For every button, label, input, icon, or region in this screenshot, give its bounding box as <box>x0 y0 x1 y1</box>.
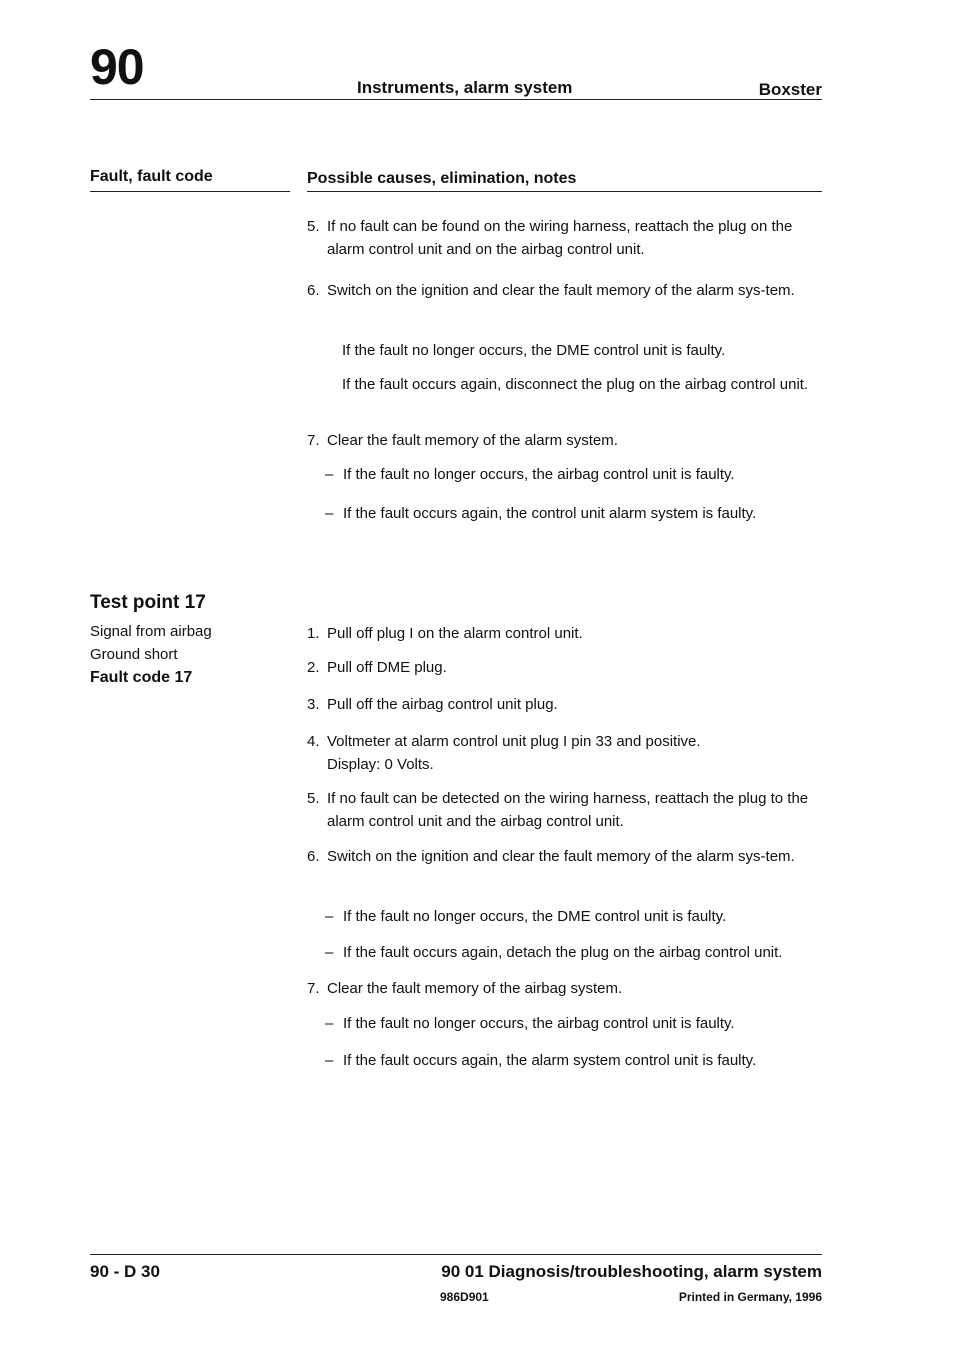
document-code: 986D901 <box>440 1290 489 1304</box>
test-point-title: Test point 17 <box>90 592 206 613</box>
dash-marker: – <box>325 466 334 483</box>
footer-rule <box>90 1254 822 1255</box>
step-number: 4. <box>307 733 320 750</box>
dash-text: If the fault no longer occurs, the airbag control unit is faulty. <box>343 1015 735 1032</box>
step-5 <box>307 787 827 833</box>
test-point-fault-code: Fault code 17 <box>90 669 193 686</box>
note-fault-again: If the fault occurs again, disconnect the plug on the airbag control unit. <box>342 376 809 393</box>
step-text: Pull off the airbag control unit plug. <box>327 696 558 713</box>
step-text: Pull off DME plug. <box>327 659 447 676</box>
dash-item <box>325 1012 825 1035</box>
step-number: 2. <box>307 659 320 676</box>
step-number: 1. <box>307 625 320 642</box>
column-rule-left <box>90 191 290 192</box>
step-6 <box>307 279 827 302</box>
group-number: 90 <box>90 39 144 95</box>
step-1 <box>307 622 827 645</box>
printed-note: Printed in Germany, 1996 <box>678 1290 822 1304</box>
step-number: 7. <box>307 980 320 997</box>
step-number: 6. <box>307 282 320 299</box>
test-point-signal: Signal from airbag <box>90 623 212 640</box>
dash-text: If the fault occurs again, the control unit alarm system is faulty. <box>343 505 757 522</box>
dash-marker: – <box>325 1015 334 1032</box>
header-model: Boxster <box>758 80 822 99</box>
step-7 <box>307 429 827 452</box>
step-text: If no fault can be found on the wiring harness, reattach the plug on the alarm control unit and on the airbag control unit. <box>327 218 793 258</box>
dash-item <box>325 463 825 486</box>
step-3 <box>307 693 827 716</box>
step-4 <box>307 730 827 776</box>
step-text: Clear the fault memory of the airbag system. <box>327 980 623 997</box>
step-text: Pull off plug I on the alarm control unit. <box>327 625 583 642</box>
step-6 <box>307 845 827 868</box>
dash-marker: – <box>325 944 334 961</box>
step-5 <box>307 215 827 261</box>
test-point-ground: Ground short <box>90 646 178 663</box>
step-display: Display: 0 Volts. <box>327 756 434 773</box>
step-text: If no fault can be detected on the wiring harness, reattach the plug to the alarm control unit and the airbag control unit. <box>327 790 809 830</box>
dash-marker: – <box>325 505 334 522</box>
page-number: 90 - D 30 <box>90 1262 160 1281</box>
step-number: 3. <box>307 696 320 713</box>
note-no-fault: If the fault no longer occurs, the DME control unit is faulty. <box>342 342 726 359</box>
dash-text: If the fault occurs again, the alarm system control unit is faulty. <box>343 1052 757 1069</box>
step-7 <box>307 977 827 1000</box>
dash-item <box>325 1049 825 1072</box>
dash-text: If the fault no longer occurs, the airbag control unit is faulty. <box>343 466 735 483</box>
dash-item <box>325 905 825 928</box>
dash-marker: – <box>325 908 334 925</box>
dash-marker: – <box>325 1052 334 1069</box>
dash-item <box>325 502 825 525</box>
column-heading-causes: Possible causes, elimination, notes <box>307 170 577 187</box>
column-heading-fault: Fault, fault code <box>90 168 213 185</box>
dash-text: If the fault occurs again, detach the plug on the airbag control unit. <box>343 944 783 961</box>
step-text: Clear the fault memory of the alarm system. <box>327 432 618 449</box>
dash-text: If the fault no longer occurs, the DME control unit is faulty. <box>343 908 727 925</box>
footer-section-title: 90 01 Diagnosis/troubleshooting, alarm system <box>441 1262 822 1281</box>
step-text: Voltmeter at alarm control unit plug I pin 33 and positive. <box>327 733 701 750</box>
step-number: 5. <box>307 790 320 807</box>
step-number: 5. <box>307 218 320 235</box>
column-rule-right <box>307 191 822 192</box>
dash-item <box>325 941 825 964</box>
step-text: Switch on the ignition and clear the fault memory of the alarm sys-tem. <box>327 282 795 299</box>
step-number: 7. <box>307 432 320 449</box>
step-number: 6. <box>307 848 320 865</box>
header-rule <box>90 99 822 100</box>
header-title: Instruments, alarm system <box>357 78 573 97</box>
step-2 <box>307 656 827 679</box>
step-text: Switch on the ignition and clear the fault memory of the alarm sys-tem. <box>327 848 795 865</box>
